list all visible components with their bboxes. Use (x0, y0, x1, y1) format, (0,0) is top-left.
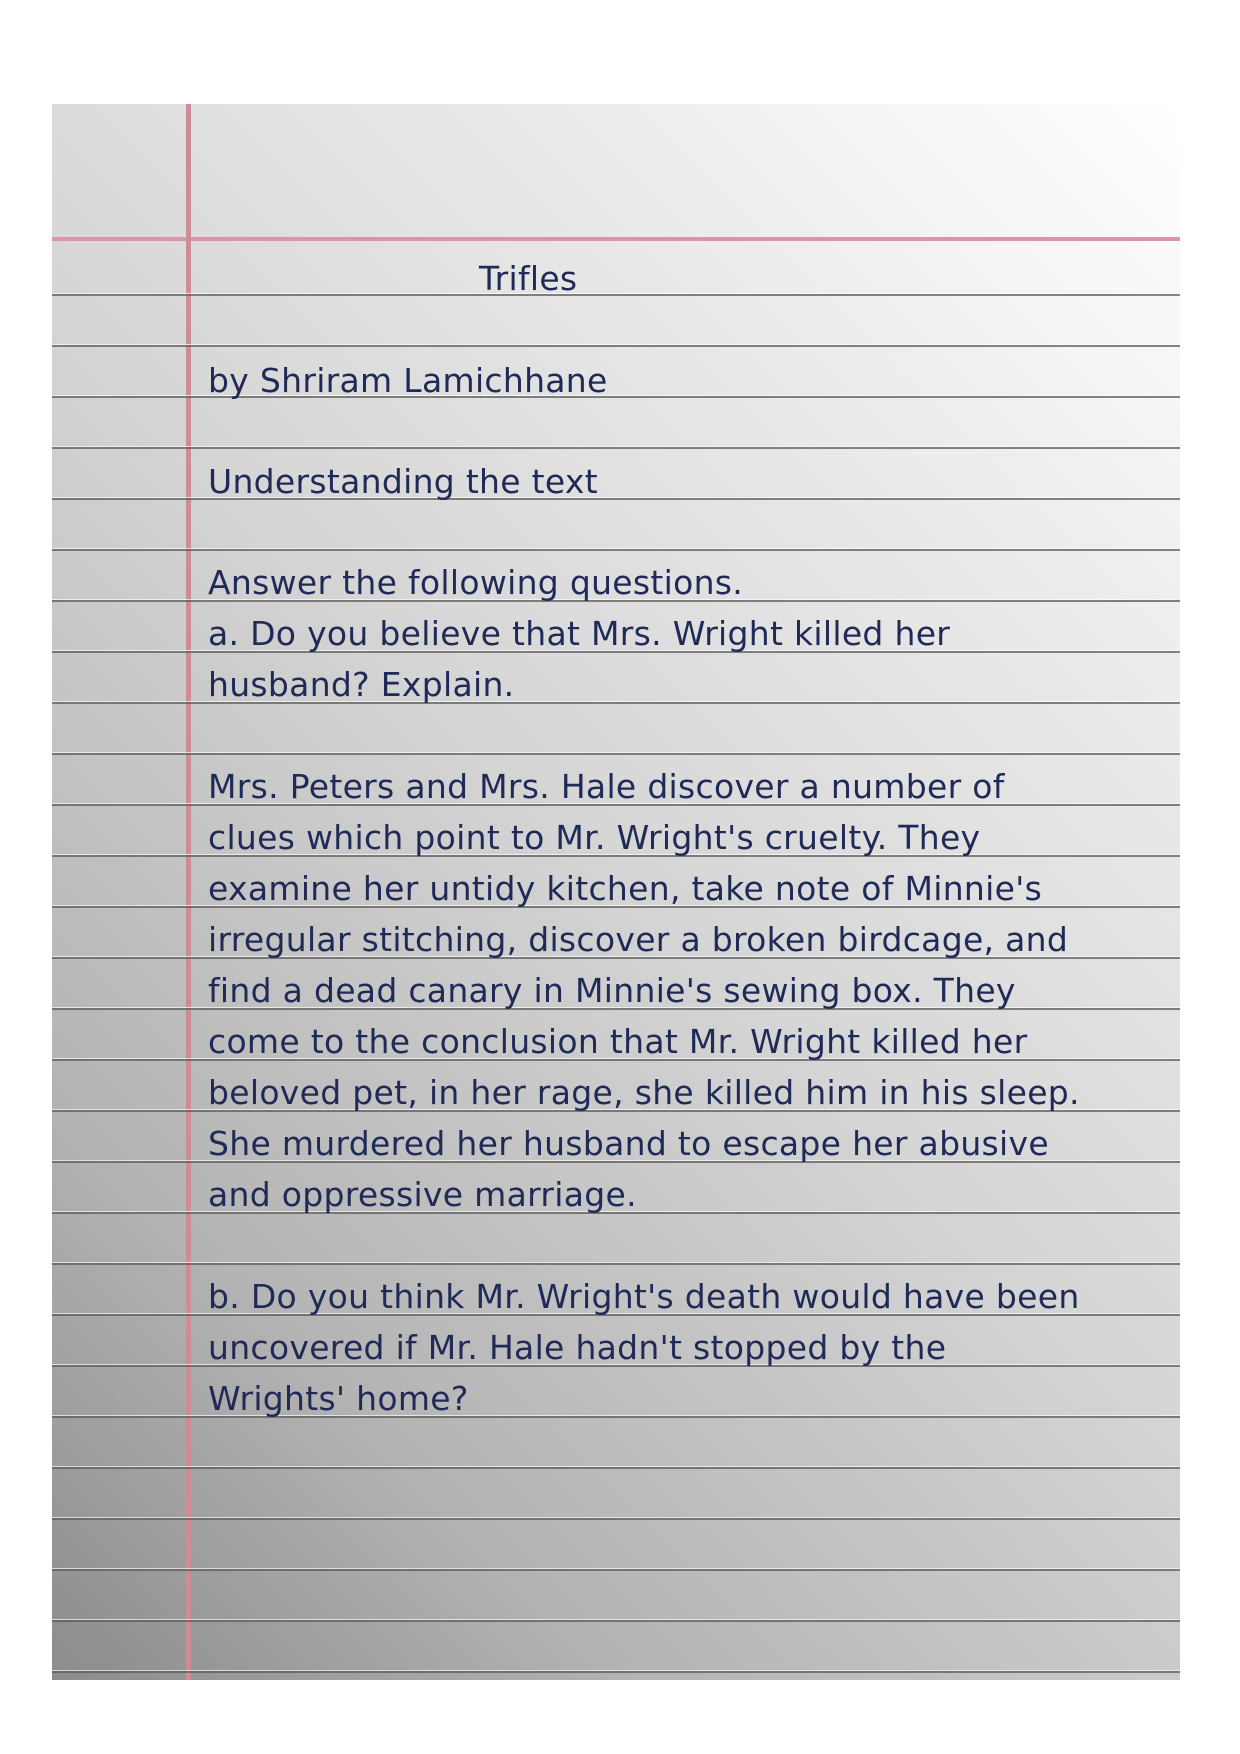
header-rule (52, 237, 1180, 241)
ruled-line (52, 1517, 1180, 1520)
ruled-line (52, 1619, 1180, 1622)
ruled-line (52, 293, 1180, 296)
lined-paper (52, 104, 1180, 1680)
ruled-line (52, 1466, 1180, 1469)
answer-a-line: examine her untidy kitchen, take note of Minnie's (208, 869, 1043, 908)
answer-a-line: irregular stitching, discover a broken birdcage, and (208, 920, 1069, 959)
question-a-line: a. Do you believe that Mrs. Wright killed her (208, 614, 951, 653)
question-b-line: b. Do you think Mr. Wright's death would have been (208, 1277, 1080, 1316)
answer-a-line: and oppressive marriage. (208, 1175, 637, 1214)
question-b-line: uncovered if Mr. Hale hadn't stopped by the (208, 1328, 947, 1367)
ruled-line (52, 446, 1180, 449)
answer-a-line: She murdered her husband to escape her abusive (208, 1124, 1049, 1163)
ruled-line (52, 548, 1180, 551)
answer-a-line: Mrs. Peters and Mrs. Hale discover a number of (208, 767, 1005, 806)
instruction-line: Answer the following questions. (208, 563, 744, 602)
margin-rule (186, 104, 191, 1680)
ruled-line (52, 344, 1180, 347)
ruled-line (52, 1670, 1180, 1673)
answer-a-line: come to the conclusion that Mr. Wright killed her (208, 1022, 1028, 1061)
author-line: by Shriram Lamichhane (208, 361, 608, 400)
page-title: Trifles (479, 259, 578, 298)
answer-a-line: find a dead canary in Minnie's sewing box. They (208, 971, 1016, 1010)
answer-a-line: clues which point to Mr. Wright's cruelty. They (208, 818, 981, 857)
ruled-line (52, 752, 1180, 755)
question-b-line: Wrights' home? (208, 1379, 469, 1418)
ruled-line (52, 1262, 1180, 1265)
question-a-line: husband? Explain. (208, 665, 515, 704)
ruled-line (52, 1568, 1180, 1571)
section-heading: Understanding the text (208, 462, 598, 501)
answer-a-line: beloved pet, in her rage, she killed him in his sleep. (208, 1073, 1080, 1112)
